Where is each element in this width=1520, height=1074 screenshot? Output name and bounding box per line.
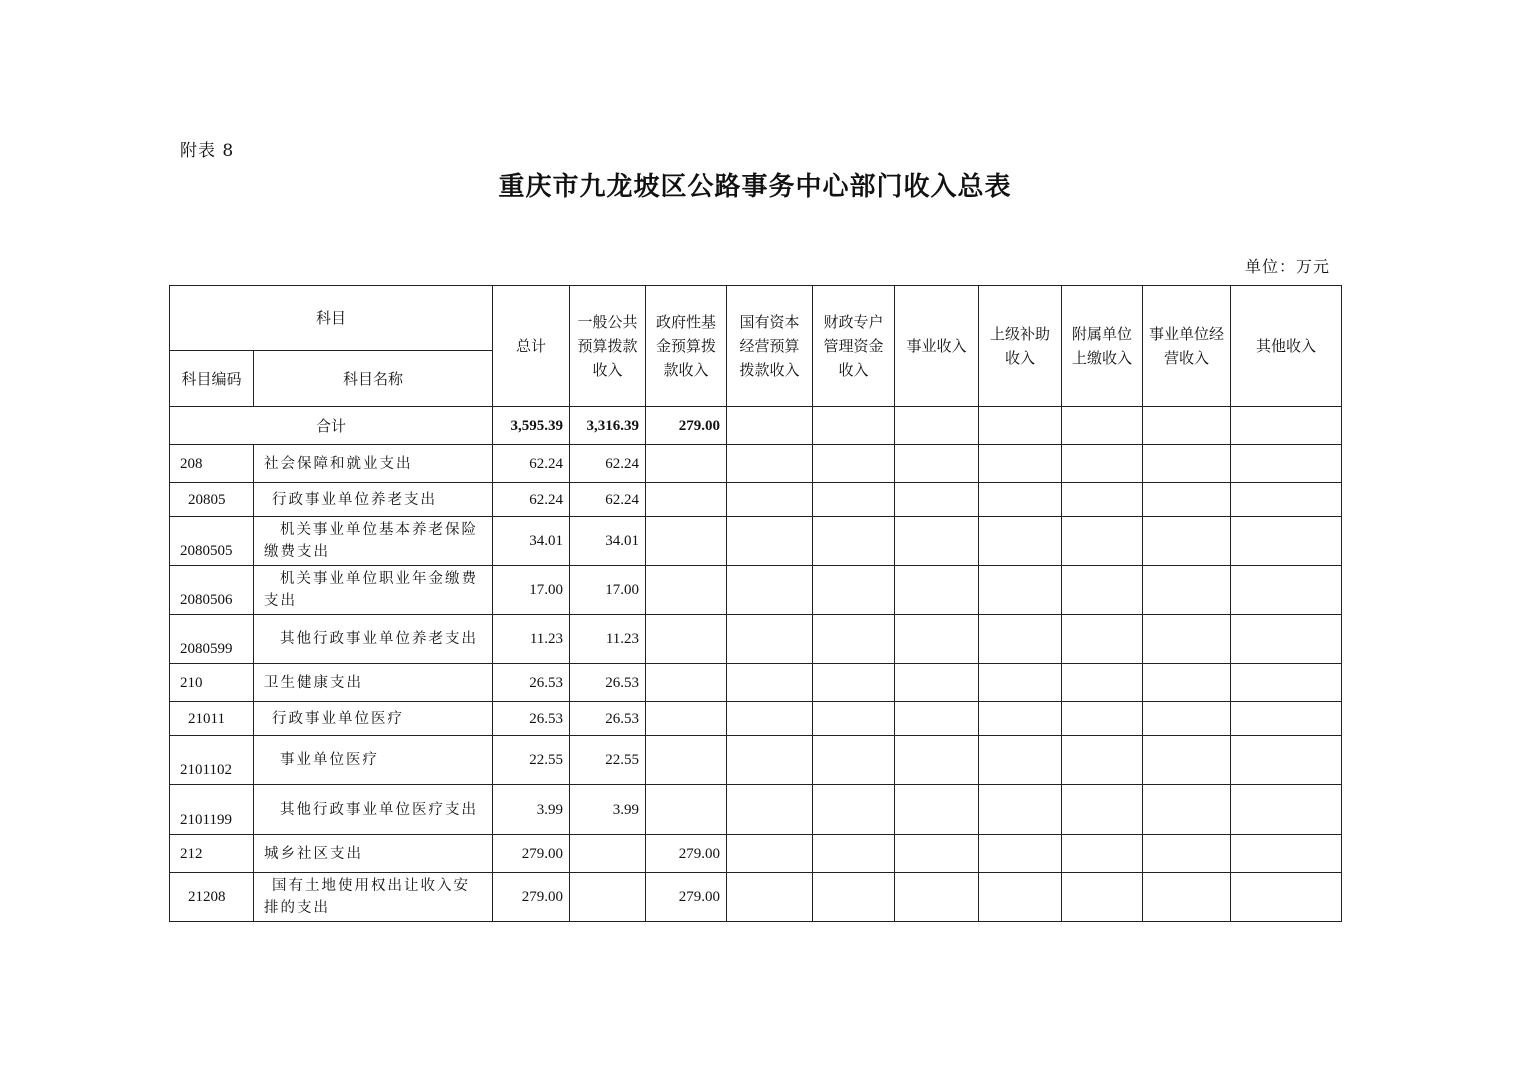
empty-cell (1143, 736, 1231, 785)
empty-cell (979, 702, 1062, 736)
table-row (170, 483, 1342, 517)
header-superior-subsidy: 上级补助收入 (979, 286, 1062, 407)
empty-cell (1143, 445, 1231, 483)
table-row (170, 702, 1342, 736)
header-other-income: 其他收入 (1231, 286, 1342, 407)
empty-cell (1231, 873, 1342, 922)
row-gov-fund (646, 517, 727, 566)
empty-cell (813, 517, 895, 566)
row-total: 34.01 (493, 517, 570, 566)
empty-cell (813, 873, 895, 922)
row-gov-fund (646, 445, 727, 483)
empty-cell (979, 664, 1062, 702)
row-general-budget: 11.23 (570, 615, 646, 664)
empty-cell (1231, 664, 1342, 702)
total-empty-cell (1062, 407, 1143, 445)
total-empty-cell (1231, 407, 1342, 445)
empty-cell (979, 483, 1062, 517)
empty-cell (1143, 566, 1231, 615)
empty-cell (1143, 702, 1231, 736)
empty-cell (727, 785, 813, 835)
empty-cell (895, 702, 979, 736)
empty-cell (1231, 702, 1342, 736)
total-empty-cell (979, 407, 1062, 445)
header-row-1 (170, 286, 1342, 351)
empty-cell (1231, 445, 1342, 483)
empty-cell (727, 483, 813, 517)
empty-cell (727, 835, 813, 873)
header-affiliated-units: 附属单位上缴收入 (1062, 286, 1143, 407)
empty-cell (727, 517, 813, 566)
empty-cell (1231, 785, 1342, 835)
empty-cell (979, 835, 1062, 873)
row-name: 卫生健康支出 (254, 664, 493, 702)
empty-cell (1062, 835, 1143, 873)
empty-cell (1231, 483, 1342, 517)
row-total: 3.99 (493, 785, 570, 835)
header-subject-code: 科目编码 (170, 351, 254, 407)
empty-cell (813, 445, 895, 483)
header-total: 总计 (493, 286, 570, 407)
row-general-budget: 62.24 (570, 483, 646, 517)
header-subject-group: 科目 (170, 286, 493, 351)
row-total: 22.55 (493, 736, 570, 785)
empty-cell (1062, 445, 1143, 483)
empty-cell (1143, 785, 1231, 835)
empty-cell (813, 736, 895, 785)
empty-cell (979, 736, 1062, 785)
header-special-account: 财政专户管理资金收入 (813, 286, 895, 407)
empty-cell (979, 615, 1062, 664)
row-name: 机关事业单位基本养老保险缴费支出 (254, 517, 493, 566)
attachment-label: 附表 8 (180, 141, 235, 161)
table-row (170, 835, 1342, 873)
table-row (170, 664, 1342, 702)
empty-cell (979, 445, 1062, 483)
row-code: 2101102 (170, 736, 254, 785)
empty-cell (1062, 566, 1143, 615)
empty-cell (979, 566, 1062, 615)
empty-cell (1062, 483, 1143, 517)
total-empty-cell (813, 407, 895, 445)
row-code: 21208 (170, 873, 254, 922)
empty-cell (727, 664, 813, 702)
empty-cell (1062, 517, 1143, 566)
empty-cell (1231, 835, 1342, 873)
row-gov-fund: 279.00 (646, 835, 727, 873)
empty-cell (1231, 517, 1342, 566)
row-general-budget (570, 835, 646, 873)
empty-cell (895, 785, 979, 835)
row-name: 行政事业单位养老支出 (254, 483, 493, 517)
row-general-budget (570, 873, 646, 922)
row-gov-fund (646, 566, 727, 615)
empty-cell (895, 873, 979, 922)
row-name: 城乡社区支出 (254, 835, 493, 873)
header-gov-fund: 政府性基金预算拨款收入 (646, 286, 727, 407)
empty-cell (813, 835, 895, 873)
empty-cell (727, 873, 813, 922)
table-row (170, 517, 1342, 566)
empty-cell (727, 445, 813, 483)
row-code: 2080599 (170, 615, 254, 664)
empty-cell (1143, 664, 1231, 702)
row-code: 212 (170, 835, 254, 873)
row-total: 279.00 (493, 835, 570, 873)
row-general-budget: 22.55 (570, 736, 646, 785)
total-gov-fund: 279.00 (646, 407, 727, 445)
row-code: 21011 (170, 702, 254, 736)
empty-cell (1231, 615, 1342, 664)
row-name: 其他行政事业单位养老支出 (254, 615, 493, 664)
row-gov-fund (646, 702, 727, 736)
row-total: 26.53 (493, 664, 570, 702)
income-summary-table (169, 285, 1342, 922)
row-total: 62.24 (493, 483, 570, 517)
empty-cell (813, 785, 895, 835)
empty-cell (1062, 664, 1143, 702)
empty-cell (1143, 615, 1231, 664)
empty-cell (813, 702, 895, 736)
empty-cell (895, 736, 979, 785)
page-title: 重庆市九龙坡区公路事务中心部门收入总表 (498, 172, 1012, 202)
row-code: 2080506 (170, 566, 254, 615)
empty-cell (979, 785, 1062, 835)
empty-cell (1062, 736, 1143, 785)
row-gov-fund (646, 785, 727, 835)
row-name: 其他行政事业单位医疗支出 (254, 785, 493, 835)
empty-cell (895, 483, 979, 517)
header-business-income: 事业收入 (895, 286, 979, 407)
table-row (170, 445, 1342, 483)
row-code: 2080505 (170, 517, 254, 566)
header-subject-name: 科目名称 (254, 351, 493, 407)
row-general-budget: 26.53 (570, 664, 646, 702)
empty-cell (813, 483, 895, 517)
table-row (170, 873, 1342, 922)
row-name: 机关事业单位职业年金缴费支出 (254, 566, 493, 615)
header-state-capital: 国有资本经营预算拨款收入 (727, 286, 813, 407)
row-name: 行政事业单位医疗 (254, 702, 493, 736)
empty-cell (895, 566, 979, 615)
row-gov-fund: 279.00 (646, 873, 727, 922)
row-total: 279.00 (493, 873, 570, 922)
empty-cell (727, 615, 813, 664)
row-general-budget: 34.01 (570, 517, 646, 566)
empty-cell (979, 873, 1062, 922)
empty-cell (895, 615, 979, 664)
header-operating-income: 事业单位经营收入 (1143, 286, 1231, 407)
empty-cell (1143, 517, 1231, 566)
total-empty-cell (727, 407, 813, 445)
total-row (170, 407, 1342, 445)
row-gov-fund (646, 615, 727, 664)
empty-cell (1062, 785, 1143, 835)
empty-cell (1143, 835, 1231, 873)
empty-cell (727, 702, 813, 736)
row-gov-fund (646, 664, 727, 702)
empty-cell (727, 566, 813, 615)
row-code: 2101199 (170, 785, 254, 835)
table-row (170, 615, 1342, 664)
row-general-budget: 17.00 (570, 566, 646, 615)
row-general-budget: 62.24 (570, 445, 646, 483)
empty-cell (1231, 566, 1342, 615)
header-general-budget: 一般公共预算拨款收入 (570, 286, 646, 407)
empty-cell (1062, 702, 1143, 736)
empty-cell (813, 615, 895, 664)
row-gov-fund (646, 736, 727, 785)
empty-cell (813, 566, 895, 615)
row-name: 社会保障和就业支出 (254, 445, 493, 483)
row-general-budget: 26.53 (570, 702, 646, 736)
empty-cell (979, 517, 1062, 566)
empty-cell (1143, 873, 1231, 922)
empty-cell (895, 664, 979, 702)
total-total: 3,595.39 (493, 407, 570, 445)
empty-cell (895, 835, 979, 873)
total-general-budget: 3,316.39 (570, 407, 646, 445)
empty-cell (1062, 615, 1143, 664)
empty-cell (1231, 736, 1342, 785)
table-row (170, 566, 1342, 615)
empty-cell (895, 445, 979, 483)
row-total: 11.23 (493, 615, 570, 664)
empty-cell (727, 736, 813, 785)
row-total: 26.53 (493, 702, 570, 736)
empty-cell (895, 517, 979, 566)
table-row (170, 785, 1342, 835)
row-code: 20805 (170, 483, 254, 517)
table-row (170, 736, 1342, 785)
row-total: 17.00 (493, 566, 570, 615)
row-total: 62.24 (493, 445, 570, 483)
row-general-budget: 3.99 (570, 785, 646, 835)
row-gov-fund (646, 483, 727, 517)
unit-label: 单位：万元 (1244, 257, 1330, 276)
total-label: 合计 (170, 407, 493, 445)
row-code: 208 (170, 445, 254, 483)
row-name: 国有土地使用权出让收入安排的支出 (254, 873, 493, 922)
total-empty-cell (895, 407, 979, 445)
empty-cell (1143, 483, 1231, 517)
row-code: 210 (170, 664, 254, 702)
empty-cell (813, 664, 895, 702)
empty-cell (1062, 873, 1143, 922)
total-empty-cell (1143, 407, 1231, 445)
row-name: 事业单位医疗 (254, 736, 493, 785)
